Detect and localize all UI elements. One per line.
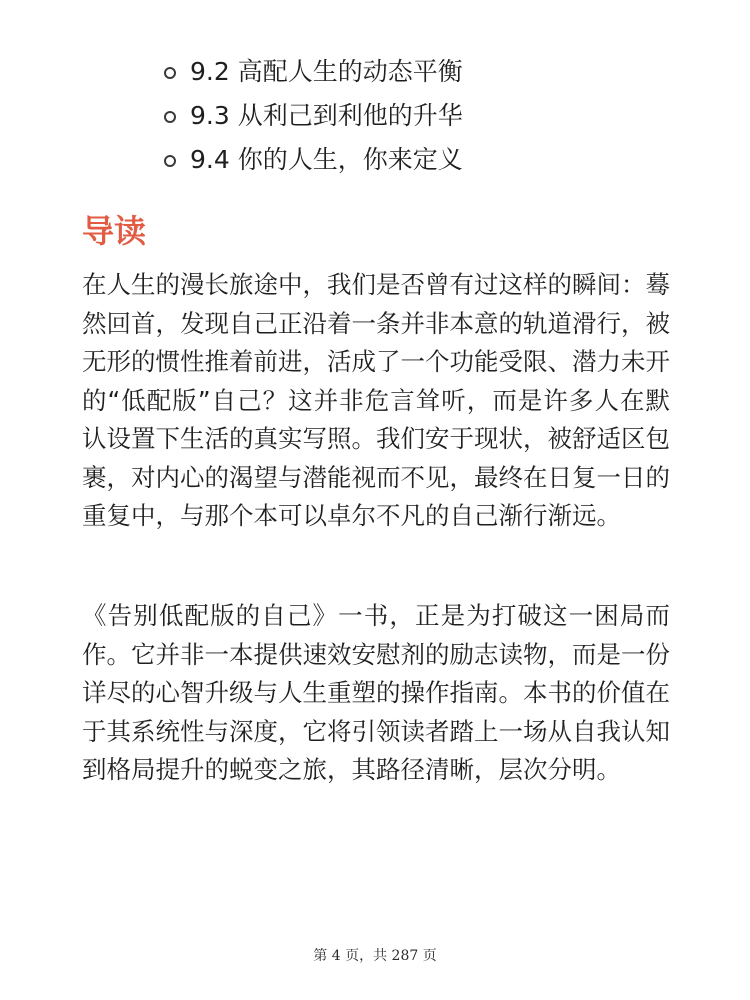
hollow-circle-bullet-icon	[164, 155, 176, 167]
toc-list	[160, 50, 463, 182]
section-heading: 导读	[82, 212, 147, 250]
body-paragraph-2: 《告别低配版的自己》一书，正是为打破这一困局而作。它并非一本提供速效安慰剂的励志读物，而是一份详尽的心智升级与人生重塑的操作指南。本书的价值在于其系统性与深度，它将引领读者踏上一场从自我认知到格局提升的蜕变之旅，其路径清晰，层次分明。	[82, 601, 670, 784]
toc-item-9-3	[160, 94, 463, 138]
hollow-circle-bullet-icon	[164, 67, 176, 79]
hollow-circle-bullet-icon	[164, 111, 176, 123]
toc-item-label: 9.3 从利己到利他的升华	[190, 101, 463, 130]
toc-item-label: 9.4 你的人生，你来定义	[190, 145, 463, 174]
toc-item-label: 9.2 高配人生的动态平衡	[190, 57, 463, 86]
body-paragraph-1: 在人生的漫长旅途中，我们是否曾有过这样的瞬间：蓦然回首，发现自己正沿着一条并非本意的轨道滑行，被无形的惯性推着前进，活成了一个功能受限、潜力未开的“低配版”自己？这并非危言耸听，而是许多人在默认设置下生活的真实写照。我们安于现状，被舒适区包裹，对内心的渴望与潜能视而不见，最终在日复一日的重复中，与那个本可以卓尔不凡的自己渐行渐远。	[82, 270, 670, 530]
toc-item-9-4	[160, 138, 463, 182]
toc-item-9-2	[160, 50, 463, 94]
page-number-footer: 第 4 页，共 287 页	[313, 948, 437, 964]
